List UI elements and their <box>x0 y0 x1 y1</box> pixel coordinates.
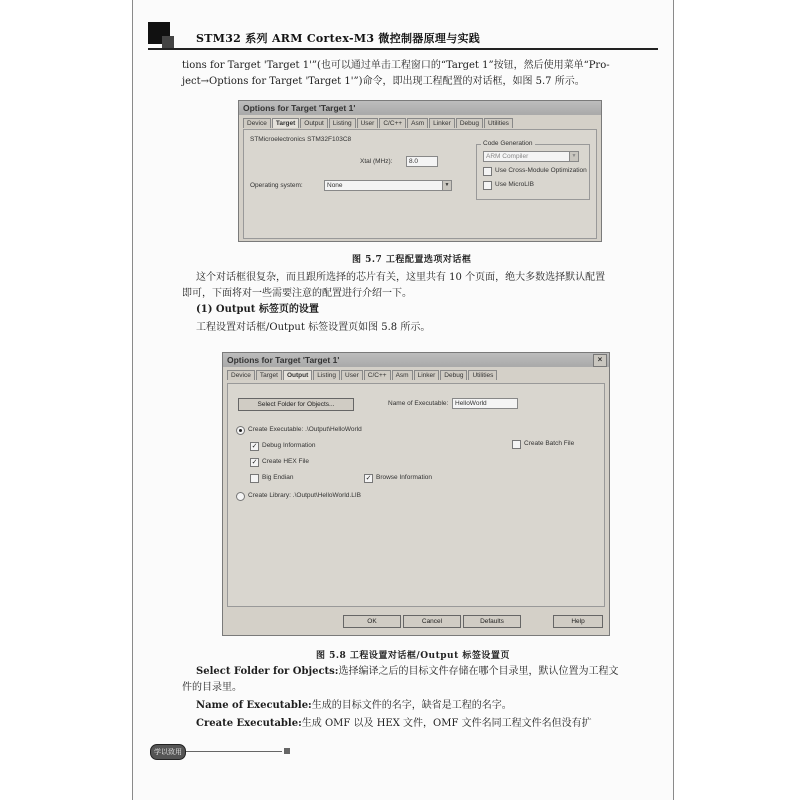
dialog-tab-strip <box>239 115 601 128</box>
footer-badge: 学以致用 <box>150 744 186 760</box>
intro-line-2: ject→Options for Target 'Target 1'”)命令，即出现工程配置的对话框，如图 5.7 所示。 <box>182 76 585 87</box>
select-folder-button[interactable]: Select Folder for Objects... <box>238 398 354 411</box>
header-square-mark-small <box>162 36 174 48</box>
code-generation-dropdown[interactable] <box>483 151 579 162</box>
definition-term: Name of Executable: <box>196 700 312 711</box>
create-executable-label: Create Executable: .\Output\HelloWorld <box>248 426 362 433</box>
tab-device[interactable]: Device <box>227 370 255 380</box>
tab-utilities[interactable]: Utilities <box>484 118 513 128</box>
definition-desc: 生成的目标文件的名字，缺省是工程的名字。 <box>311 700 512 711</box>
browse-info-label: Browse Information <box>376 474 432 481</box>
intro-line-1: tions for Target 'Target 1'”(也可以通过单击工程窗口的“Target 1”按钮，然后使用菜单“Pro- <box>182 60 610 71</box>
definition-desc: 生成 OMF 以及 HEX 文件，OMF 文件名同工程文件名但没有扩 <box>301 718 592 729</box>
figure-5-8-caption: 图 5.8 工程设置对话框/Output 标签设置页 <box>316 651 510 661</box>
code-generation-value: ARM Compiler <box>486 153 529 160</box>
big-endian-checkbox[interactable] <box>250 474 259 483</box>
target-tab-panel <box>243 129 597 239</box>
defaults-button[interactable]: Defaults <box>463 615 521 628</box>
footer-square-mark <box>284 748 290 754</box>
cross-module-checkbox[interactable] <box>483 167 492 176</box>
body-line-1: 这个对话框很复杂，而且跟所选择的芯片有关，这里共有 10 个页面，绝大多数选择默认配置 <box>196 272 606 283</box>
xtal-input[interactable]: 8.0 <box>406 156 438 167</box>
microlib-checkbox[interactable] <box>483 181 492 190</box>
big-endian-label: Big Endian <box>262 474 294 481</box>
chevron-down-icon: ▼ <box>442 181 451 190</box>
tab-output[interactable]: Output <box>283 370 312 380</box>
microlib-label: Use MicroLIB <box>495 181 535 188</box>
name-of-executable-label: Name of Executable: <box>388 400 449 407</box>
tab-output[interactable]: Output <box>300 118 328 128</box>
create-library-label: Create Library: .\Output\HelloWorld.LIB <box>248 492 361 499</box>
os-label: Operating system: <box>250 182 303 189</box>
dialog-titlebar: Options for Target 'Target 1' <box>239 101 601 115</box>
code-generation-group <box>476 140 590 200</box>
dialog-tab-strip <box>223 367 609 380</box>
create-batch-checkbox[interactable] <box>512 440 521 449</box>
tab-target[interactable]: Target <box>256 370 282 380</box>
os-dropdown-value: None <box>327 182 343 189</box>
browse-info-checkbox[interactable]: ✓ <box>365 475 372 482</box>
header-rule <box>148 48 658 50</box>
tab-debug[interactable]: Debug <box>456 118 483 128</box>
tab-listing[interactable]: Listing <box>313 370 340 380</box>
definition-term: Select Folder for Objects: <box>196 666 339 677</box>
tab-asm[interactable]: Asm <box>407 118 428 128</box>
close-icon[interactable]: × <box>593 354 607 367</box>
create-batch-label: Create Batch File <box>524 440 575 447</box>
running-head: STM32 系列 ARM Cortex-M3 微控制器原理与实践 <box>196 32 481 45</box>
definition-desc: 件的目录里。 <box>182 682 242 693</box>
dialog-title: Options for Target 'Target 1' <box>227 355 340 365</box>
target-options-dialog <box>238 100 602 242</box>
cancel-button[interactable]: Cancel <box>403 615 461 628</box>
create-hex-checkbox[interactable]: ✓ <box>251 459 258 466</box>
create-executable-radio[interactable] <box>236 426 245 435</box>
debug-info-checkbox[interactable]: ✓ <box>251 443 258 450</box>
output-options-dialog <box>222 352 610 636</box>
os-dropdown[interactable] <box>324 180 452 191</box>
tab-device[interactable]: Device <box>243 118 271 128</box>
tab-asm[interactable]: Asm <box>392 370 413 380</box>
figure-5-7-caption: 图 5.7 工程配置选项对话框 <box>352 255 472 265</box>
chevron-down-icon: ▼ <box>569 152 578 161</box>
debug-info-label: Debug Information <box>262 442 316 449</box>
body-line-2: 即可，下面将对一些需要注意的配置进行介绍一下。 <box>182 288 412 299</box>
body-line-4: 工程设置对话框/Output 标签设置页如图 5.8 所示。 <box>196 322 431 333</box>
code-generation-label: Code Generation <box>483 140 533 147</box>
create-hex-label: Create HEX File <box>262 458 309 465</box>
definition-desc: 选择编译之后的目标文件存储在哪个目录里，默认位置为工程文 <box>338 666 619 677</box>
tab-linker[interactable]: Linker <box>429 118 455 128</box>
create-library-radio[interactable] <box>236 492 245 501</box>
name-of-executable-input[interactable]: HelloWorld <box>452 398 518 409</box>
device-name-label: STMicroelectronics STM32F103C8 <box>250 136 352 143</box>
dialog-titlebar <box>223 353 609 367</box>
definition-term: Create Executable: <box>196 718 302 729</box>
xtal-label: Xtal (MHz): <box>360 158 393 165</box>
tab-target[interactable]: Target <box>272 118 299 128</box>
definition-name-exe <box>196 698 512 714</box>
tab-c-cpp[interactable]: C/C++ <box>379 118 406 128</box>
definition-select-folder-cont <box>182 680 242 696</box>
tab-utilities[interactable]: Utilities <box>468 370 497 380</box>
output-tab-panel <box>227 383 605 607</box>
tab-c-cpp[interactable]: C/C++ <box>364 370 391 380</box>
cross-module-label: Use Cross-Module Optimization <box>495 167 587 174</box>
ok-button[interactable]: OK <box>343 615 401 628</box>
tab-listing[interactable]: Listing <box>329 118 356 128</box>
tab-linker[interactable]: Linker <box>414 370 440 380</box>
tab-user[interactable]: User <box>341 370 363 380</box>
definition-select-folder <box>196 664 619 680</box>
help-button[interactable]: Help <box>553 615 603 628</box>
tab-debug[interactable]: Debug <box>440 370 467 380</box>
footer-rule <box>186 751 282 752</box>
tab-user[interactable]: User <box>357 118 379 128</box>
definition-create-exe <box>196 716 592 732</box>
section-heading-output: (1) Output 标签页的设置 <box>196 304 319 315</box>
